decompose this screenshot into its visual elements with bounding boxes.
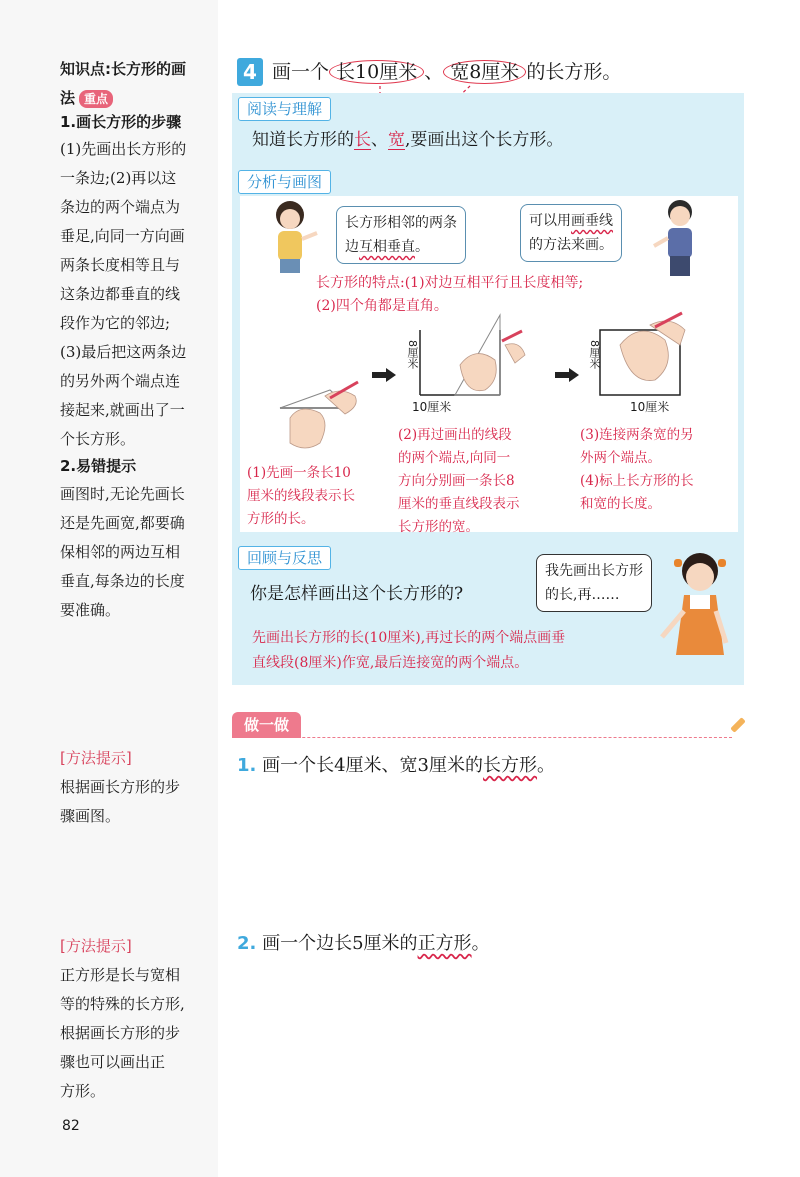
step2-line: 的两个端点,向同一: [398, 450, 511, 466]
boy-illustration: [650, 196, 710, 280]
exercise-1-text: 画一个长4厘米、宽3厘米的: [262, 755, 484, 776]
exercise-2: [237, 930, 490, 958]
read-width: 宽: [388, 130, 405, 150]
read-text-pre: 知道长方形的: [252, 130, 354, 150]
width-oval: 宽8厘米: [443, 60, 526, 84]
step3-line: (3)连接两条宽的另: [580, 427, 694, 443]
steps-line: 垂足,向同一方向画: [60, 227, 185, 245]
review-answer: [252, 626, 565, 676]
bubble-line: 边: [345, 239, 359, 255]
exercise-1: [237, 752, 555, 780]
step1-text: [247, 462, 355, 531]
exercise-2-number: 2.: [237, 933, 257, 954]
step1-drawing: [270, 378, 380, 468]
method-tip-1: [60, 744, 180, 831]
read-sep: 、: [371, 130, 388, 150]
step3-text: [580, 424, 694, 516]
arrow-1: [372, 368, 396, 382]
knowledge-title-text: 知识点:长方形的画: [60, 60, 186, 78]
girl-illustration: [262, 197, 322, 277]
method-tip-2: [60, 932, 185, 1106]
exercise-2-keyword: 正方形: [417, 933, 472, 954]
length-oval: 长10厘米: [329, 60, 424, 84]
exercise-1-number: 1.: [237, 755, 257, 776]
mistake-line: 要准确。: [60, 601, 121, 619]
step3-line: 和宽的长度。: [580, 496, 661, 512]
steps-line: 一条边;(2)再以这: [60, 169, 177, 187]
mistake-line: 还是先画宽,都要确: [60, 514, 185, 532]
page-number: 82: [62, 1118, 80, 1134]
method-tip-line: 方形。: [60, 1082, 106, 1100]
step3-line: 外两个端点。: [580, 450, 661, 466]
method-tip-label: [方法提示]: [60, 749, 132, 767]
practice-label: 做一做: [232, 712, 301, 738]
steps-line: 两条长度相等且与: [60, 256, 181, 274]
review-question: 你是怎样画出这个长方形的?: [250, 584, 464, 604]
exercise-2-text: 画一个边长5厘米的: [262, 933, 418, 954]
step1-line: (1)先画一条长10: [247, 465, 351, 481]
knowledge-title-text2: 法: [60, 89, 76, 107]
exercise-2-end: 。: [471, 933, 490, 954]
bubble-line: 可以用: [529, 213, 571, 229]
answer-line: 先画出长方形的长(10厘米),再过长的两个端点画垂: [252, 630, 566, 646]
step3-line: (4)标上长方形的长: [580, 473, 694, 489]
key-point-badge: 重点: [79, 90, 113, 108]
bubble-line: 。: [415, 239, 429, 255]
bubble-highlight: 互相垂直: [359, 239, 415, 255]
steps-text: [60, 135, 186, 454]
step2-text: [398, 424, 520, 539]
speech-bubble-boy: [520, 204, 622, 262]
answer-line: 直线段(8厘米)作宽,最后连接宽的两个端点。: [252, 655, 529, 671]
question-text-end: 的长方形。: [526, 61, 622, 83]
mistake-line: 保相邻的两边互相: [60, 543, 181, 561]
mistake-line: 垂直,每条边的长度: [60, 572, 185, 590]
steps-line: 个长方形。: [60, 430, 136, 448]
section-review-label: 回顾与反思: [238, 546, 331, 570]
mistake-heading: 2.易错提示: [60, 457, 137, 475]
steps-line: 的另外两个端点连: [60, 372, 181, 390]
step2-line: 长方形的宽。: [398, 519, 479, 535]
bubble-highlight: 画垂线: [571, 213, 613, 229]
section-analyze-label: 分析与画图: [238, 170, 331, 194]
read-text-post: ,要画出这个长方形。: [405, 130, 564, 150]
bubble-line: 我先画出长方形: [545, 563, 643, 579]
question-text: 画一个: [272, 61, 330, 83]
speech-bubble-review: [536, 554, 652, 612]
steps-line: 接起来,就画出了一: [60, 401, 185, 419]
steps-line: (3)最后把这两条边: [60, 343, 187, 361]
bubble-line: 长方形相邻的两条: [345, 215, 457, 231]
practice-divider: [232, 737, 732, 738]
label-8cm-a: 8厘米: [406, 340, 419, 369]
method-tip-line: 骤画图。: [60, 807, 121, 825]
steps-line: 条边的两个端点为: [60, 198, 181, 216]
step2-line: (2)再过画出的线段: [398, 427, 512, 443]
sidebar: [0, 0, 218, 1177]
question-sep: 、: [424, 61, 444, 83]
example-number: 4: [237, 58, 263, 86]
step2-line: 方向分别画一条长8: [398, 473, 515, 489]
steps-line: (1)先画出长方形的: [60, 140, 187, 158]
bubble-line: 的方法来画。: [529, 237, 613, 253]
step2-line: 厘米的垂直线段表示: [398, 496, 520, 512]
step1-line: 方形的长。: [247, 511, 315, 527]
method-tip-line: 等的特殊的长方形,: [60, 995, 185, 1013]
steps-line: 这条边都垂直的线: [60, 285, 181, 303]
label-8cm-b: 8厘米: [588, 340, 601, 369]
method-tip-line: 根据画长方形的步: [60, 778, 181, 796]
features-line: (2)四个角都是直角。: [316, 298, 448, 314]
exercise-1-end: 。: [537, 755, 556, 776]
read-text: [252, 126, 563, 154]
girl-review-illustration: [660, 545, 740, 685]
method-tip-label: [方法提示]: [60, 937, 132, 955]
arrow-2: [555, 368, 579, 382]
exercise-1-keyword: 长方形: [483, 755, 538, 776]
steps-line: 段作为它的邻边;: [60, 314, 171, 332]
read-length: 长: [354, 130, 371, 150]
label-10cm-b: 10厘米: [630, 400, 670, 414]
pencil-icon: [730, 717, 746, 733]
section-read-label: 阅读与理解: [238, 97, 331, 121]
bubble-line: 的长,再……: [545, 587, 620, 603]
features-line: 长方形的特点:(1)对边互相平行且长度相等;: [316, 275, 584, 291]
speech-bubble-girl: [336, 206, 466, 264]
method-tip-line: 骤也可以画出正: [60, 1053, 166, 1071]
steps-heading: 1.画长方形的步骤: [60, 113, 182, 131]
method-tip-line: 正方形是长与宽相: [60, 966, 181, 984]
label-10cm-a: 10厘米: [412, 400, 452, 414]
mistake-text: [60, 480, 185, 625]
step1-line: 厘米的线段表示长: [247, 488, 355, 504]
mistake-line: 画图时,无论先画长: [60, 485, 185, 503]
method-tip-line: 根据画长方形的步: [60, 1024, 181, 1042]
